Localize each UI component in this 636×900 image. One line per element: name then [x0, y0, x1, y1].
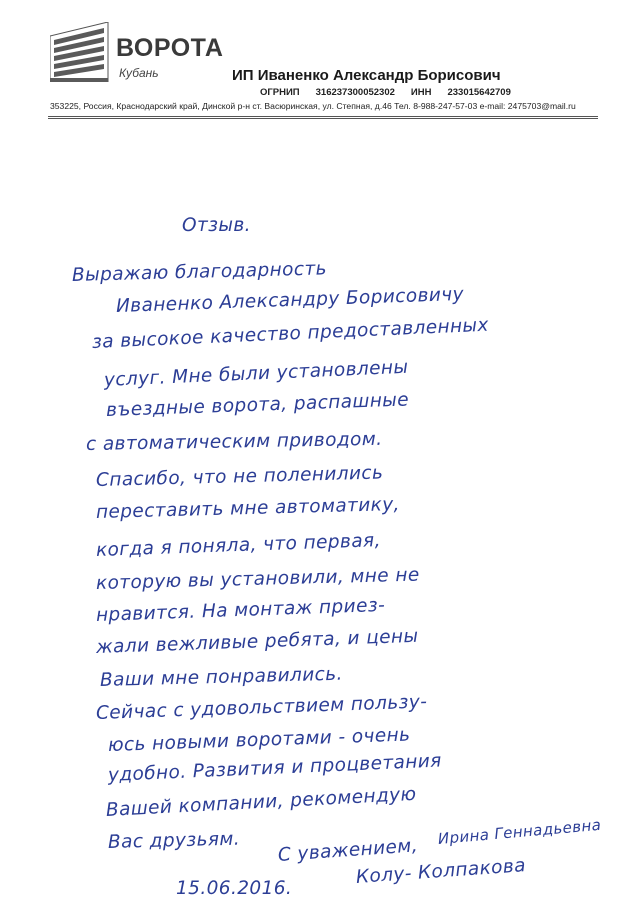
signer-signature: Колу- Колпакова	[355, 855, 527, 888]
brand-subtitle: Кубань	[119, 66, 159, 80]
review-line: переставить мне автоматику,	[95, 494, 401, 523]
inn-label: ИНН	[410, 87, 432, 98]
company-name: ИП Иваненко Александр Борисович	[232, 67, 501, 84]
inn-value: 233015642709	[447, 87, 511, 98]
brand-name: ВОРОТА	[116, 34, 224, 62]
review-line: с автоматическим приводом.	[85, 428, 383, 455]
review-date: 15.06.2016.	[176, 878, 293, 899]
ogrnip-label: ОГРНИП	[260, 87, 300, 98]
review-line: за высокое качество предоставленных	[91, 314, 490, 353]
closing-phrase: С уважением,	[277, 835, 419, 866]
review-title: Отзыв.	[182, 215, 251, 236]
review-line: въездные ворота, распашные	[105, 389, 410, 421]
signer-name: Ирина Геннадьевна	[437, 815, 602, 848]
company-address: 353225, Россия, Краснодарский край, Динской р-н ст. Васюринская, ул. Степная, д.46 Тел. 8-988-247-57-03 e-mail: 2475703@mail.ru	[50, 101, 576, 111]
review-line: Выражаю благодарность	[71, 258, 328, 286]
review-line: когда я поняла, что первая,	[95, 530, 382, 561]
review-line: нравится. На монтаж приез-	[95, 594, 386, 626]
review-line: Сейчас с удовольствием пользу-	[95, 691, 428, 724]
ogrnip-value: 316237300052302	[315, 87, 395, 98]
review-line: Вашей компании, рекомендую	[105, 783, 417, 821]
review-line: услуг. Мне были установлены	[103, 356, 409, 391]
review-line: жали вежливые ребята, и цены	[95, 625, 419, 658]
review-line: Иваненко Александру Борисовичу	[115, 283, 465, 317]
review-line: которую вы установили, мне не	[95, 564, 420, 594]
review-line: Вас друзьям.	[107, 828, 241, 853]
review-line: Спасибо, что не поленились	[95, 462, 384, 491]
review-line: юсь новыми воротами - очень	[107, 724, 411, 756]
review-line: Ваши мне понравились.	[99, 663, 344, 691]
review-line: удобно. Развития и процветания	[107, 750, 443, 786]
